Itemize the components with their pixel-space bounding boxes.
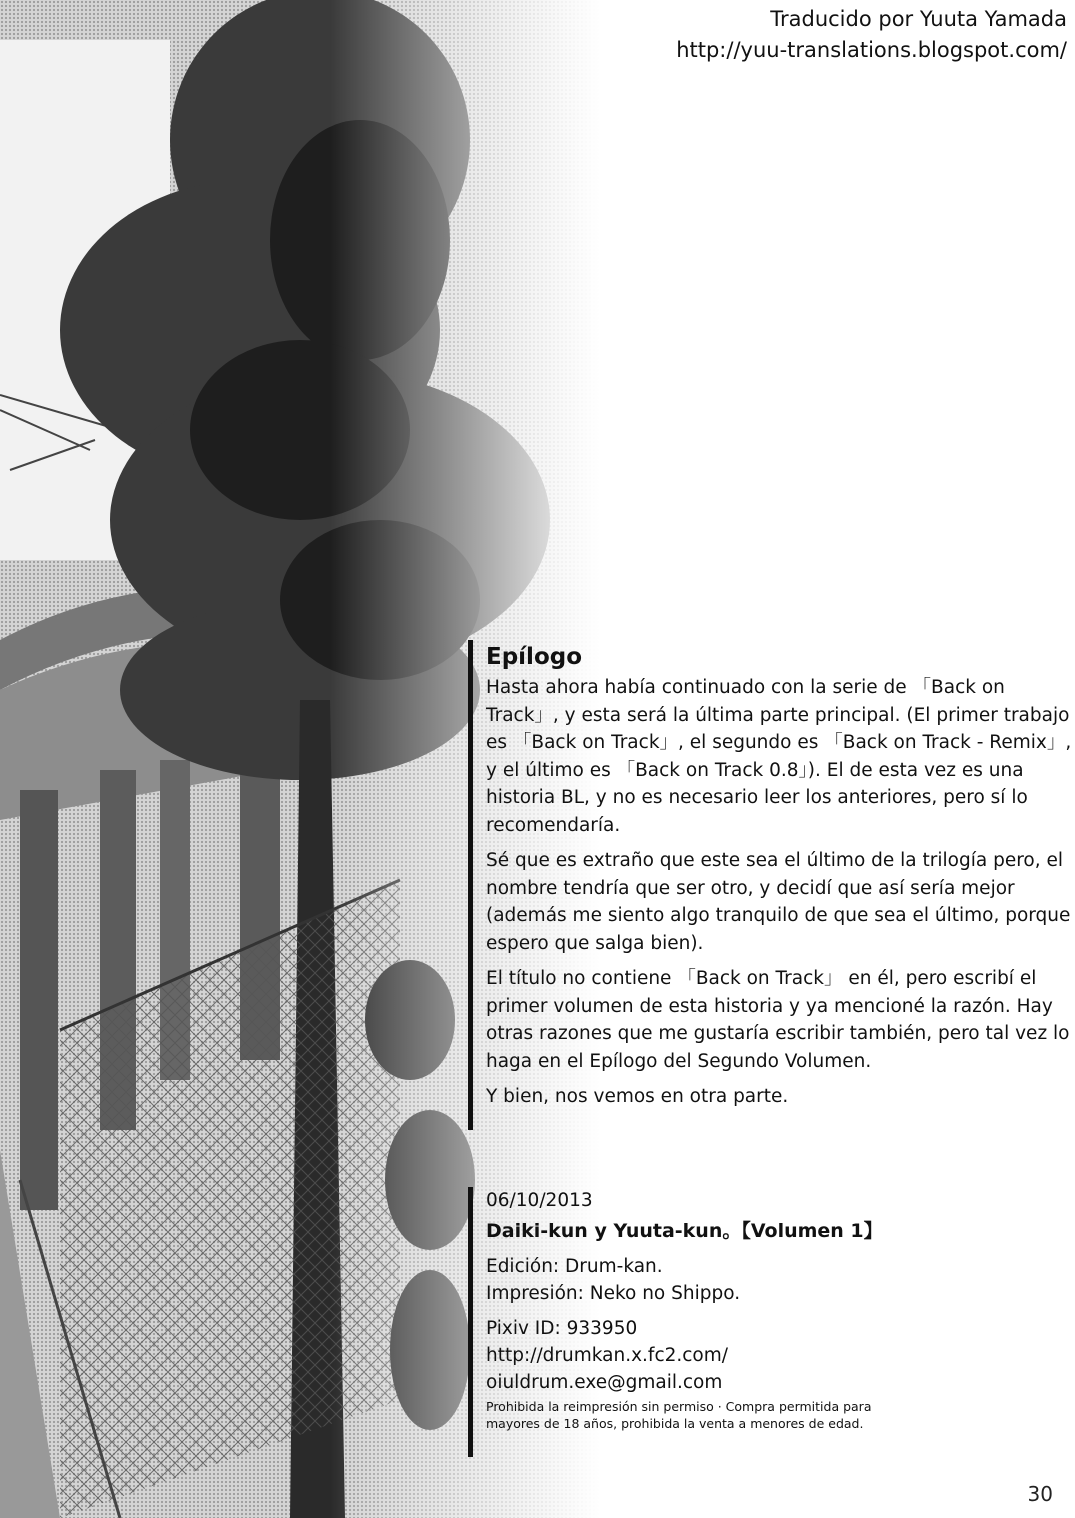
epilogue-paragraph: Y bien, nos vemos en otra parte. — [486, 1086, 789, 1107]
legal-line: mayores de 18 años, prohibida la venta a menores de edad. — [486, 1416, 864, 1431]
pixiv-id: Pixiv ID: 933950 — [486, 1318, 638, 1339]
publication-date: 06/10/2013 — [486, 1190, 593, 1211]
epilogue-paragraph: El título no contiene 「Back on Track」 en él, pero escribí el primer volumen de esta historia y ya mencioné la razón. Hay otras razones que me gustaría escribir también, pero tal vez lo haga en el Epílogo del Segundo Volumen. — [486, 968, 1070, 1072]
translator-credit — [676, 4, 1067, 66]
epilogue-paragraph: Hasta ahora había continuado con la serie de 「Back on Track」, y esta será la última parte principal. (El primer trabajo es 「Back on Track」, el segundo es 「Back on Track - Remix」, y el último es 「Back on Track 0.8」). El de esta vez es una historia BL, y no es necesario leer los anteriores, pero sí lo recomendaría. — [486, 677, 1072, 836]
book-title: Daiki-kun y Yuuta-kun。【Volumen 1】 — [486, 1220, 883, 1242]
translator-name: Traducido por Yuuta Yamada — [770, 7, 1067, 31]
epilogue-title: Epílogo — [486, 644, 583, 670]
edition-credit: Edición: Drum-kan. — [486, 1256, 663, 1277]
colophon-section — [468, 1187, 966, 1457]
legal-line: Prohibida la reimpresión sin permiso · Compra permitida para — [486, 1399, 872, 1414]
epilogue-section — [468, 640, 1075, 1130]
epilogue-paragraph: Sé que es extraño que este sea el último de la trilogía pero, el nombre tendría que ser otro, y decidí que así sería mejor (además me siento algo tranquilo de que sea el último, porque espero que salga bien). — [486, 850, 1071, 954]
page-number: 30 — [1027, 1482, 1053, 1506]
legal-notice — [486, 1398, 966, 1432]
printing-credit: Impresión: Neko no Shippo. — [486, 1283, 741, 1304]
email-link[interactable]: oiuldrum.exe@gmail.com — [486, 1372, 723, 1393]
translator-url[interactable]: http://yuu-translations.blogspot.com/ — [676, 38, 1067, 62]
website-link[interactable]: http://drumkan.x.fc2.com/ — [486, 1345, 729, 1366]
